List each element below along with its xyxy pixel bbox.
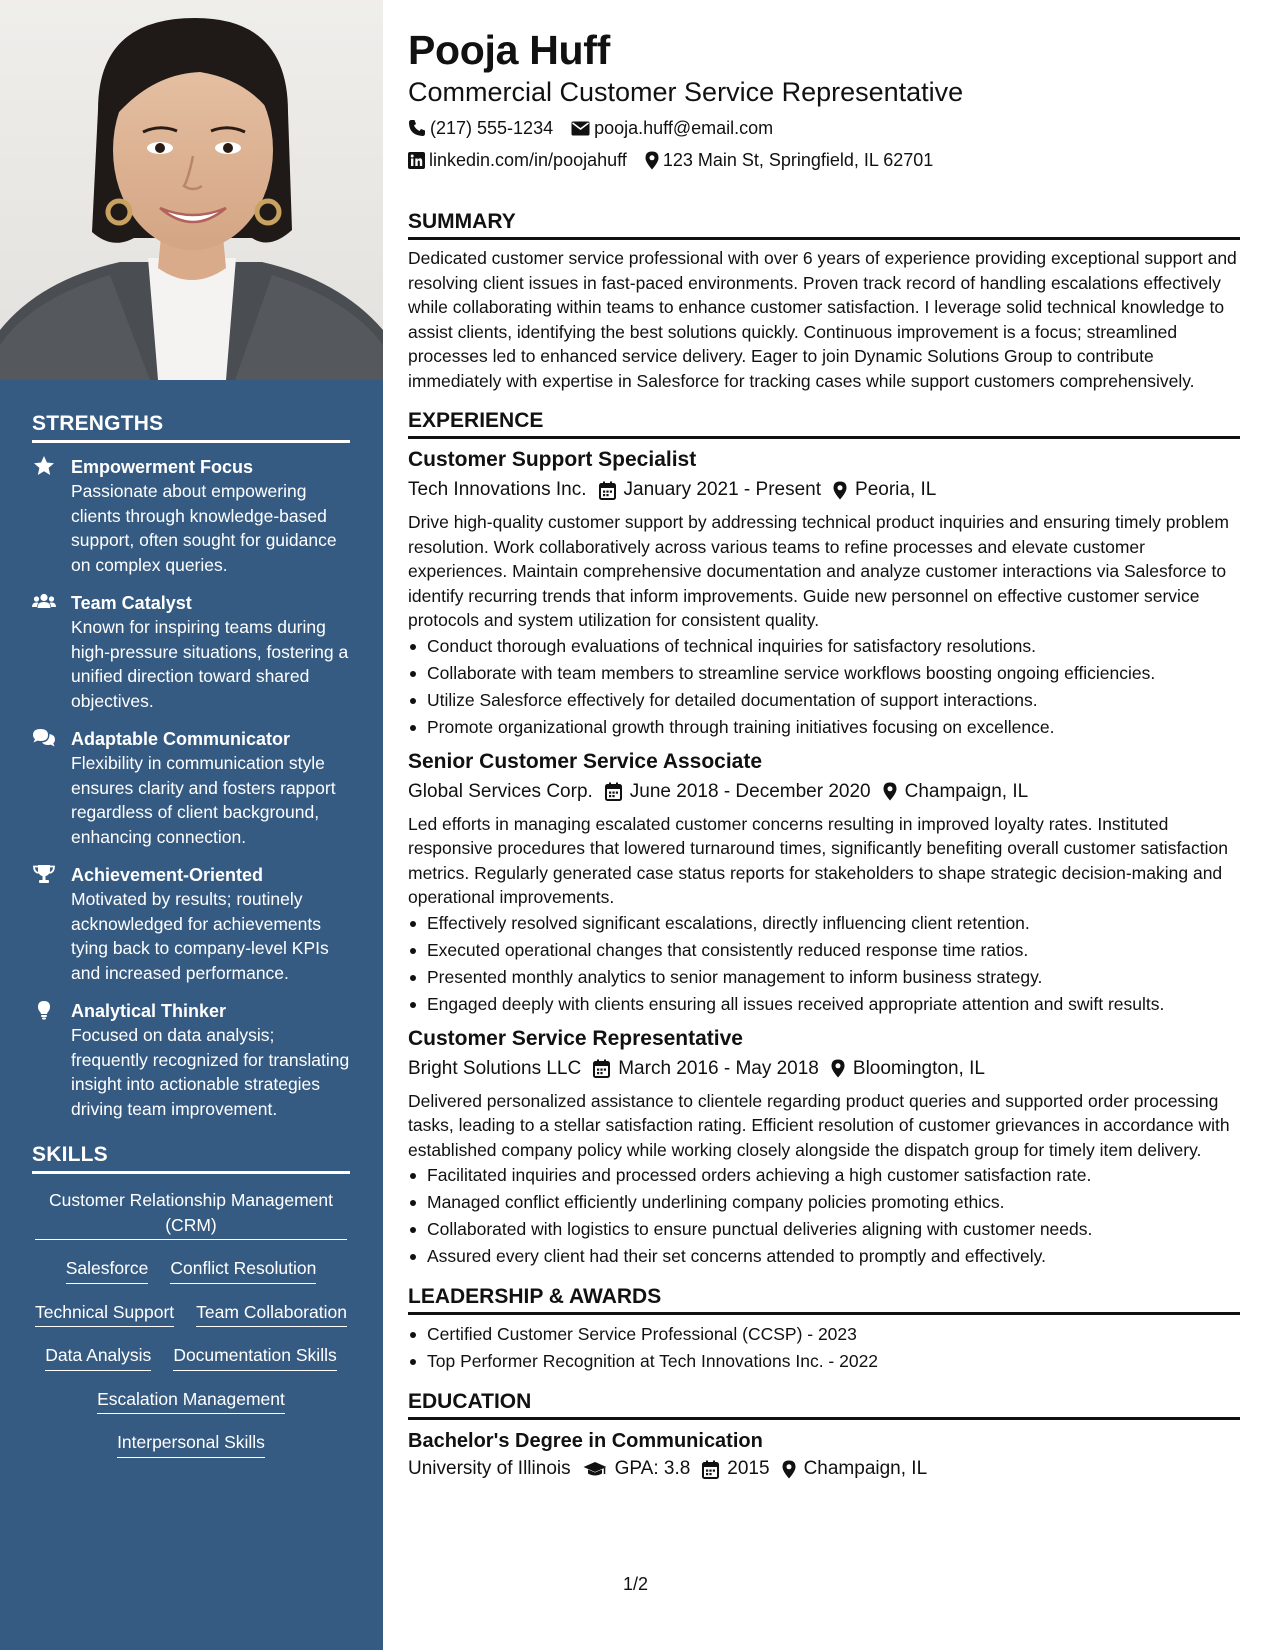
education-location-text: Champaign, IL: [803, 1458, 928, 1479]
job-dates-text: January 2021 - Present: [623, 479, 822, 500]
address-contact: [645, 149, 934, 171]
calendar-icon: [593, 1059, 610, 1078]
leadership-heading: LEADERSHIP & AWARDS: [408, 1284, 1240, 1315]
job-description: Led efforts in managing escalated customer concerns resulting in improved loyalty rates. Instituted responsive procedures that lowered turnaround times, significantly benefiting overall customer satisfaction metrics. Regularly generated case status reports for stakeholders to shape strategic decision-making and operational improvements.: [408, 813, 1229, 907]
strength-item: [32, 863, 351, 985]
linkedin-contact[interactable]: [408, 149, 627, 171]
education-year: [702, 1457, 769, 1481]
job-entry: [408, 447, 1240, 741]
job-location: [833, 478, 936, 502]
contact-row: [408, 149, 1240, 171]
candidate-name: Pooja Huff: [408, 27, 610, 73]
graduation-cap-icon: [583, 1461, 607, 1478]
job-meta: [408, 1057, 1240, 1081]
job-location: [831, 1057, 985, 1081]
job-bullet: Engaged deeply with clients ensuring all issues received appropriate attention and swift results.: [408, 991, 1240, 1018]
job-bullet: Utilize Salesforce effectively for detailed documentation of support interactions.: [408, 687, 1240, 714]
skill-tag: Interpersonal Skills: [117, 1430, 265, 1458]
leadership-item: Top Performer Recognition at Tech Innovations Inc. - 2022: [408, 1348, 1240, 1375]
skill-tag: Conflict Resolution: [170, 1256, 316, 1284]
strength-title: Team Catalyst: [71, 593, 192, 613]
skills-list: [32, 1188, 350, 1458]
job-dates: [593, 1057, 819, 1081]
job-description: Drive high-quality customer support by addressing technical product inquiries and ensuring timely problem resolution. Work collaboratively across various teams to refine processes and elevate customer experiences. Maintain comprehensive documentation and analyze customer interactions via Salesforce to identify recurring trends that inform improvements. Guide new personnel on effective customer service protocols and system utilization for consistent quality.: [408, 512, 1229, 630]
company-name: Bright Solutions LLC: [408, 1057, 582, 1079]
job-bullet: Promote organizational growth through training initiatives focusing on excellence.: [408, 714, 1240, 741]
sidebar: [0, 0, 383, 1650]
skill-tag: Salesforce: [66, 1256, 149, 1284]
skill-tag: Documentation Skills: [173, 1343, 336, 1371]
skill-tag: Customer Relationship Management (CRM): [35, 1188, 347, 1240]
strength-item: [32, 999, 351, 1121]
job-dates-text: March 2016 - May 2018: [618, 1057, 819, 1079]
school-name: University of Illinois: [408, 1458, 571, 1479]
year-text: 2015: [727, 1458, 770, 1479]
trophy-icon: [32, 864, 56, 884]
email-text: pooja.huff@email.com: [594, 118, 774, 138]
phone-text: (217) 555-1234: [430, 118, 554, 138]
education-gpa: [583, 1457, 691, 1481]
strength-title: Analytical Thinker: [71, 1001, 227, 1021]
job-title: Customer Support Specialist: [408, 448, 697, 471]
job-dates-text: June 2018 - December 2020: [629, 780, 871, 802]
job-title: Senior Customer Service Associate: [408, 749, 763, 773]
job-bullet: Assured every client had their set concerns attended to promptly and effectively.: [408, 1243, 1240, 1270]
skill-tag: Data Analysis: [45, 1343, 151, 1371]
skill-tag: Escalation Management: [97, 1387, 285, 1415]
job-bullet: Collaborated with logistics to ensure punctual deliveries aligning with customer needs.: [408, 1216, 1240, 1243]
strength-title: Achievement-Oriented: [71, 865, 264, 885]
job-bullet: Facilitated inquiries and processed orders achieving a high customer satisfaction rate.: [408, 1162, 1240, 1189]
degree-title: Bachelor's Degree in Communication: [408, 1430, 763, 1452]
main-content: [408, 0, 1240, 1481]
strength-description: Motivated by results; routinely acknowledged for achievements tying back to company-level KPIs and increased performance.: [71, 889, 329, 983]
strength-item: [32, 591, 351, 713]
map-marker-icon: [883, 782, 897, 801]
job-dates: [599, 478, 822, 502]
map-marker-icon: [833, 481, 847, 500]
lightbulb-icon: [32, 1000, 56, 1020]
job-bullet: Collaborate with team members to streamline service workflows boosting ongoing efficiencies.: [408, 660, 1240, 687]
strength-description: Focused on data analysis; frequently recognized for translating insight into actionable strategies driving team improvement.: [71, 1025, 350, 1119]
comments-icon: [32, 728, 56, 748]
candidate-title: Commercial Customer Service Representative: [408, 77, 964, 107]
job-meta: [408, 780, 1240, 804]
job-location-text: Peoria, IL: [855, 479, 937, 500]
address-text: 123 Main St, Springfield, IL 62701: [662, 150, 934, 170]
leadership-item: Certified Customer Service Professional (CCSP) - 2023: [408, 1321, 1240, 1348]
email-contact[interactable]: [571, 117, 773, 139]
strength-item: [32, 727, 351, 849]
strengths-list: [32, 455, 351, 1121]
page-number: 1/2: [623, 1574, 649, 1594]
strength-description: Known for inspiring teams during high-pressure situations, fostering a unified direction toward shared objectives.: [71, 617, 349, 711]
portrait-illustration: [0, 0, 383, 380]
skill-tag: Team Collaboration: [196, 1300, 347, 1328]
job-bullet: Executed operational changes that consistently reduced response time ratios.: [408, 937, 1240, 964]
profile-photo: [0, 0, 383, 380]
phone-icon: [408, 119, 426, 137]
calendar-icon: [702, 1460, 719, 1479]
map-marker-icon: [782, 1460, 796, 1479]
strength-item: [32, 455, 351, 577]
strength-title: Adaptable Communicator: [71, 729, 291, 749]
job-location-text: Bloomington, IL: [852, 1057, 985, 1079]
job-dates: [605, 780, 871, 804]
map-marker-icon: [645, 151, 659, 170]
star-icon: [32, 456, 56, 476]
summary-heading: SUMMARY: [408, 209, 1240, 240]
calendar-icon: [605, 782, 622, 801]
education-location: [782, 1457, 928, 1481]
company-name: Tech Innovations Inc.: [408, 479, 587, 500]
job-bullet: Managed conflict efficiently underlining company policies promoting ethics.: [408, 1189, 1240, 1216]
gpa-text: GPA: 3.8: [614, 1458, 691, 1479]
users-icon: [32, 592, 56, 612]
job-bullets: [408, 633, 1240, 741]
job-meta: [408, 478, 1240, 502]
calendar-icon: [599, 481, 616, 500]
contact-row: [408, 117, 1240, 139]
skill-tag: Technical Support: [35, 1300, 174, 1328]
job-title: Customer Service Representative: [408, 1026, 743, 1050]
summary-text: Dedicated customer service professional with over 6 years of experience providing exceptional support and resolving client issues in fast-paced environments. Proven track record of handling escalations effectively while collaborating within teams to enhance customer satisfaction. I leverage solid technical knowledge to assist clients, identifying the best solutions quickly. Continuous improvement is a focus; streamlined processes led to enhanced service delivery. Eager to join Dynamic Solutions Group to contribute immediately with expertise in Salesforce for tracking cases while support customers comprehensively.: [408, 248, 1237, 391]
education-heading: EDUCATION: [408, 1389, 1240, 1420]
job-bullets: [408, 910, 1240, 1018]
job-location-text: Champaign, IL: [904, 780, 1029, 802]
map-marker-icon: [831, 1059, 845, 1078]
strength-title: Empowerment Focus: [71, 457, 254, 477]
strength-description: Passionate about empowering clients through knowledge-based support, often sought for guidance on complex queries.: [71, 481, 337, 575]
strength-description: Flexibility in communication style ensures clarity and fosters rapport regardless of client background, enhancing connection.: [71, 753, 336, 847]
company-name: Global Services Corp.: [408, 780, 593, 802]
job-bullet: Conduct thorough evaluations of technical inquiries for satisfactory resolutions.: [408, 633, 1240, 660]
phone-contact[interactable]: [408, 117, 553, 139]
job-bullet: Effectively resolved significant escalations, directly influencing client retention.: [408, 910, 1240, 937]
strengths-heading: STRENGTHS: [32, 412, 350, 443]
job-entry: [408, 1026, 1240, 1271]
job-location: [883, 780, 1029, 804]
job-description: Delivered personalized assistance to clientele regarding product queries and supported order processing tasks, leading to a stellar satisfaction rating. Efficient resolution of customer grievances in accordance with established company policy while working closely alongside the dispatch group for timely item delivery.: [408, 1090, 1230, 1160]
job-entry: [408, 749, 1240, 1018]
job-bullet: Presented monthly analytics to senior management to inform business strategy.: [408, 964, 1240, 991]
linkedin-icon: [408, 152, 425, 169]
job-bullets: [408, 1162, 1240, 1270]
leadership-list: [408, 1321, 1240, 1375]
envelope-icon: [571, 121, 590, 136]
skills-heading: SKILLS: [32, 1143, 350, 1174]
education-meta: [408, 1457, 1240, 1481]
experience-heading: EXPERIENCE: [408, 408, 1240, 439]
linkedin-text: linkedin.com/in/poojahuff: [429, 150, 627, 170]
